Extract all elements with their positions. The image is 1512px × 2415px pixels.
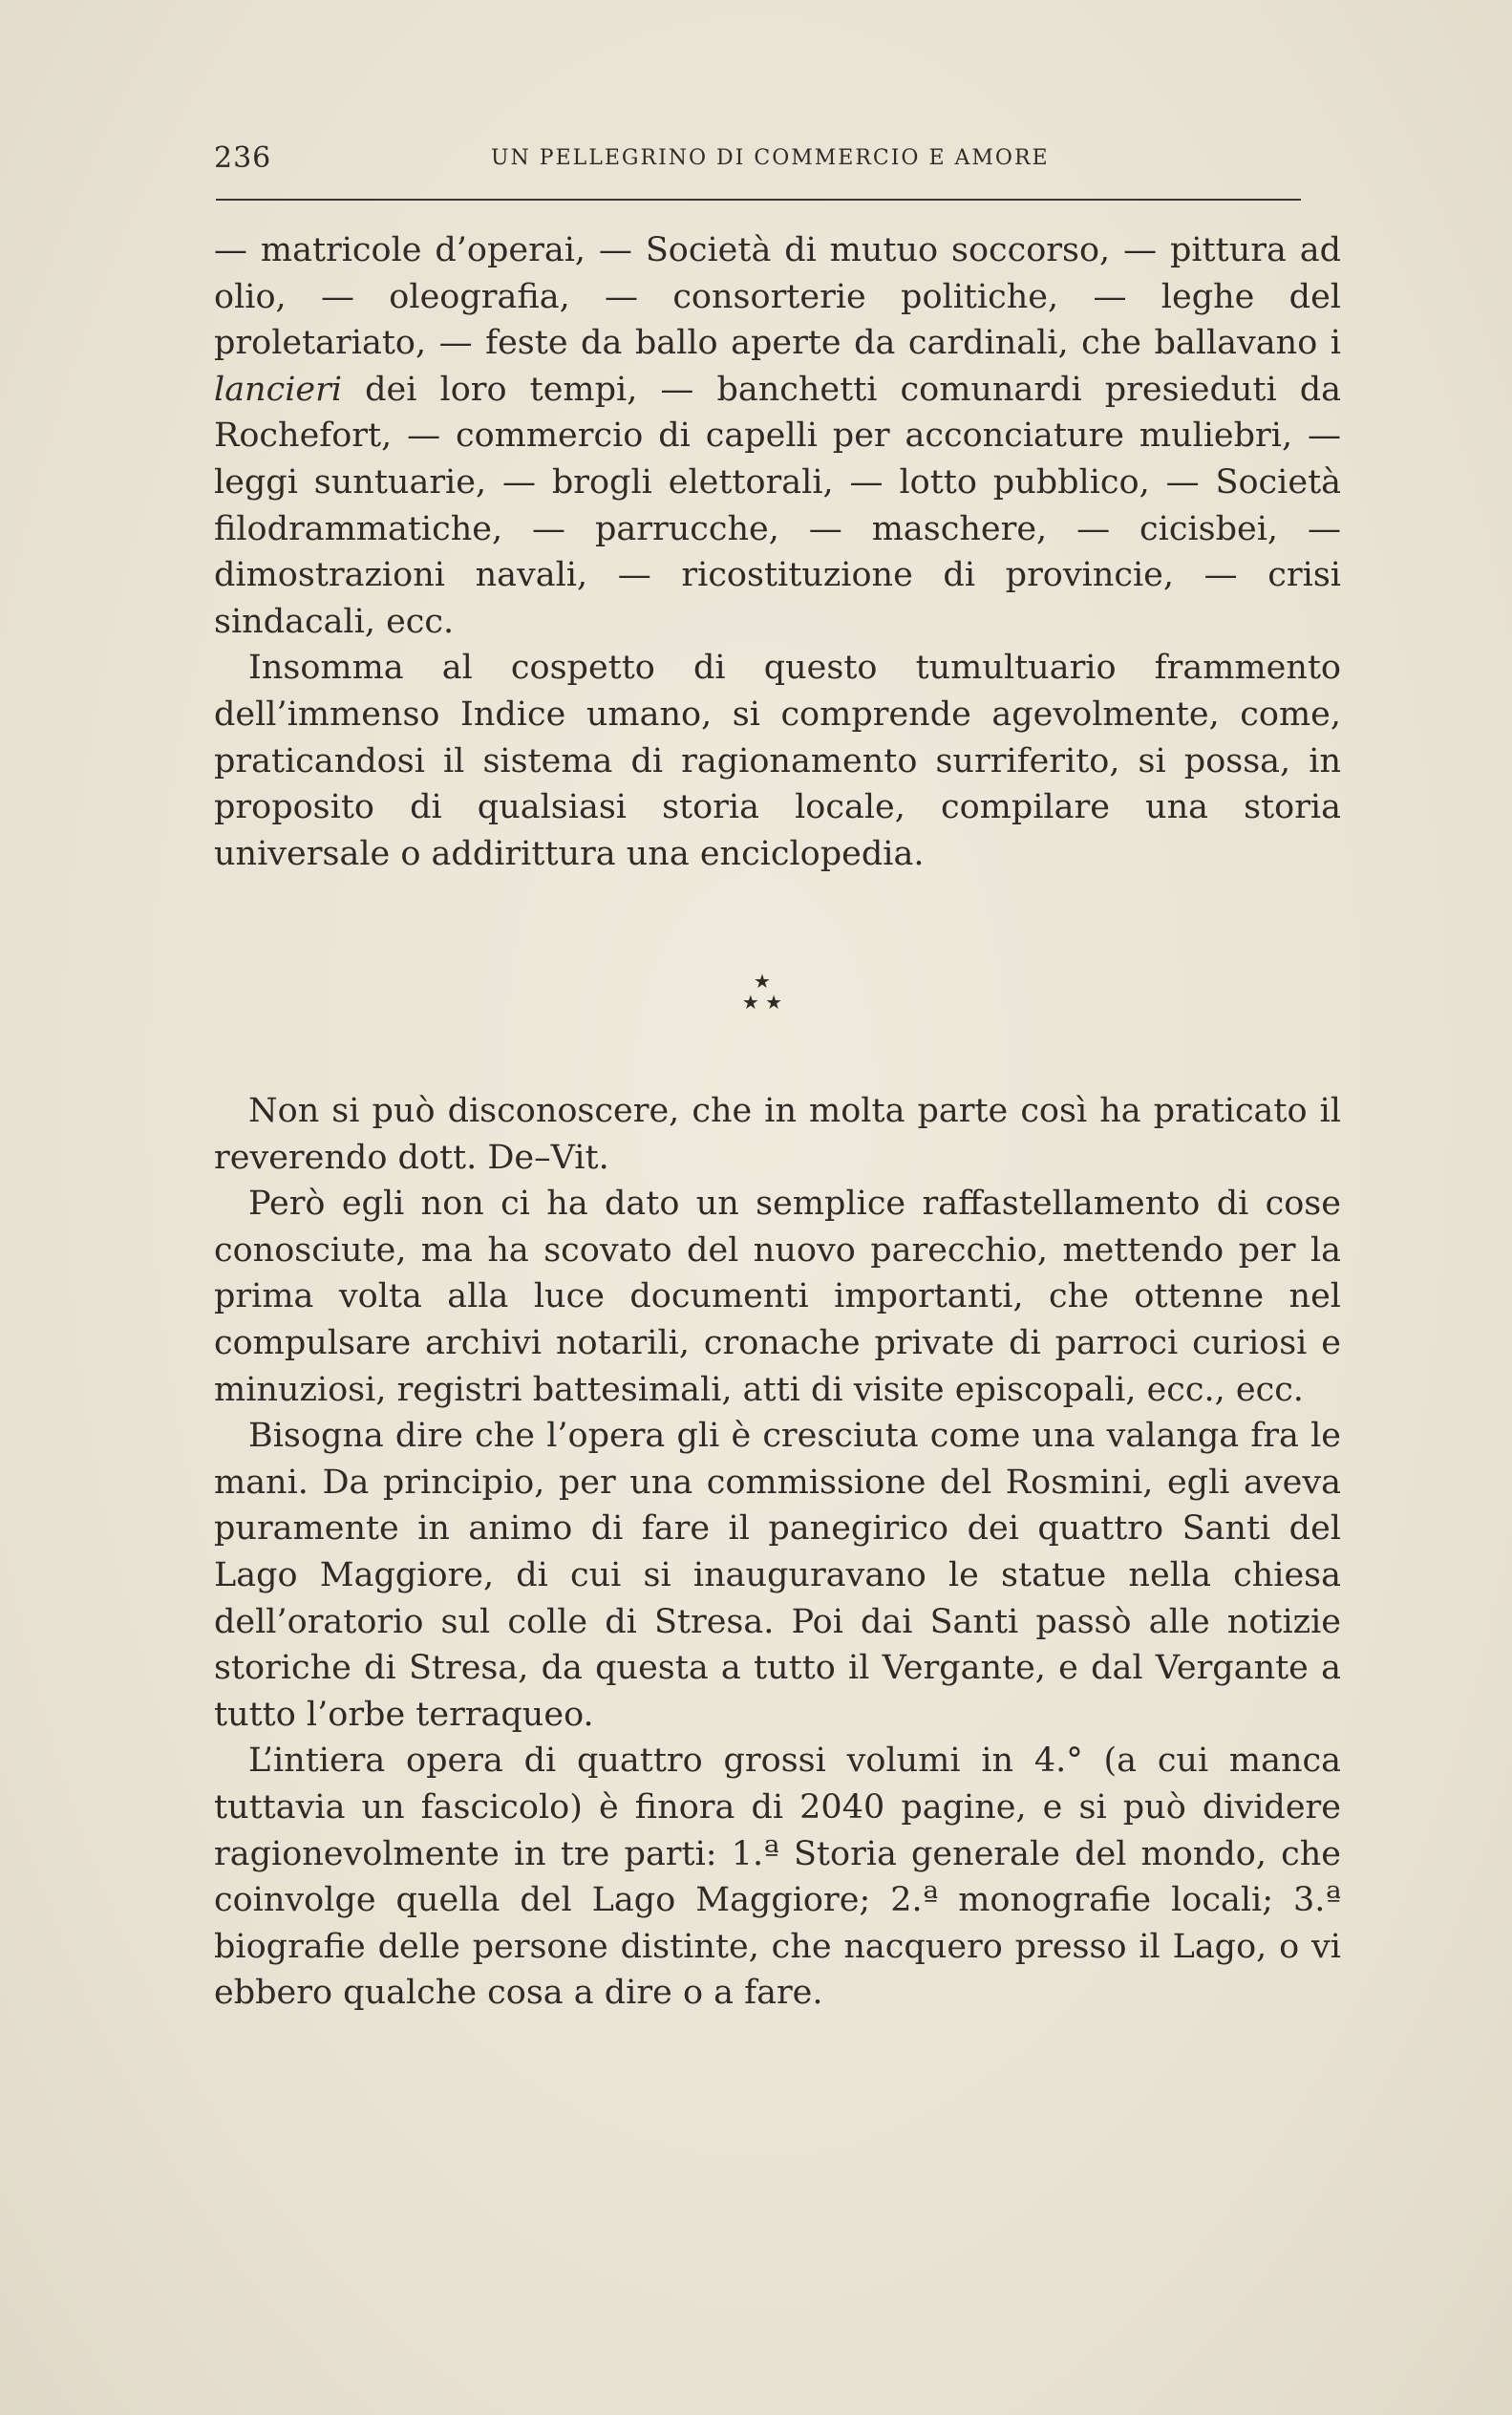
header-rule <box>216 199 1301 201</box>
page-header <box>214 141 1341 180</box>
paragraph-list-continuation <box>214 227 1341 645</box>
paragraph-non-si-puo: Non si può disconoscere, che in molta parte così ha praticato il reverendo dott. De–Vit. <box>214 1092 1341 1177</box>
section-break-asterism <box>734 971 791 1028</box>
italic-term: lancieri <box>214 370 343 409</box>
paragraph-insomma: Insomma al cospetto di questo tumultuario frammento dell’immenso Indice umano, si comprende agevolmente, come, praticandosi il sistema di ragionamento surriferito, si possa, in proposito di qualsiasi storia locale, compilare una storia universale o addirittura una enciclopedia. <box>214 649 1341 873</box>
asterism-bottom-stars: ★ ★ <box>741 991 783 1014</box>
asterism-top-star: ★ <box>754 970 771 993</box>
section-1 <box>214 227 1341 877</box>
paragraph-lintiera-opera: L’intiera opera di quattro grossi volumi in 4.° (a cui manca tuttavia un fascicolo) è finora di 2040 pagine, e si può dividere ragionevolmente in tre parti: 1.ª Storia generale del mondo, che coinvolge quella del Lago Maggiore; 2.ª monografie locali; 3.ª biografie delle persone distinte, che nacquero presso il Lago, o vi ebbero qualche cosa a dire o a fare. <box>214 1742 1341 2013</box>
page-number: 236 <box>214 141 272 175</box>
paragraph-text: — matricole d’operai, — Società di mutuo soccorso, — pittura ad olio, — oleografia, — consorterie politiche, — leghe del proletariato, — feste da ballo aperte da cardinali, che ballavano i <box>214 231 1341 363</box>
paragraph-pero-egli: Però egli non ci ha dato un semplice raffastellamento di cose conosciute, ma ha scovato del nuovo parecchio, mettendo per la prima volta alla luce documenti importanti, che ottenne nel compulsare archivi notarili, cronache private di parroci curiosi e minuziosi, registri battesimali, atti di visite episcopali, ecc., ecc. <box>214 1185 1341 1409</box>
running-head: UN PELLEGRINO DI COMMERCIO E AMORE <box>491 146 1050 170</box>
section-2 <box>214 1088 1341 2017</box>
paragraph-text: dei loro tempi, — banchetti comunardi presieduti da Rochefort, — commercio di capelli per acconciature muliebri, — leggi suntuarie, — brogli elettorali, — lotto pubblico, — Società filodrammatiche, — parrucche, — maschere, — cicisbei, — dimostrazioni navali, — ricostituzione di provincie, — crisi sindacali, ecc. <box>214 370 1341 641</box>
paragraph-bisogna-dire: Bisogna dire che l’opera gli è cresciuta come una valanga fra le mani. Da principio, per una commissione del Rosmini, egli aveva puramente in animo di fare il panegirico dei quattro Santi del Lago Maggiore, di cui si inauguravano le statue nella chiesa dell’oratorio sul colle di Stresa. Poi dai Santi passò alle notizie storiche di Stresa, da questa a tutto il Vergante, e dal Vergante a tutto l’orbe terraqueo. <box>214 1417 1341 1734</box>
